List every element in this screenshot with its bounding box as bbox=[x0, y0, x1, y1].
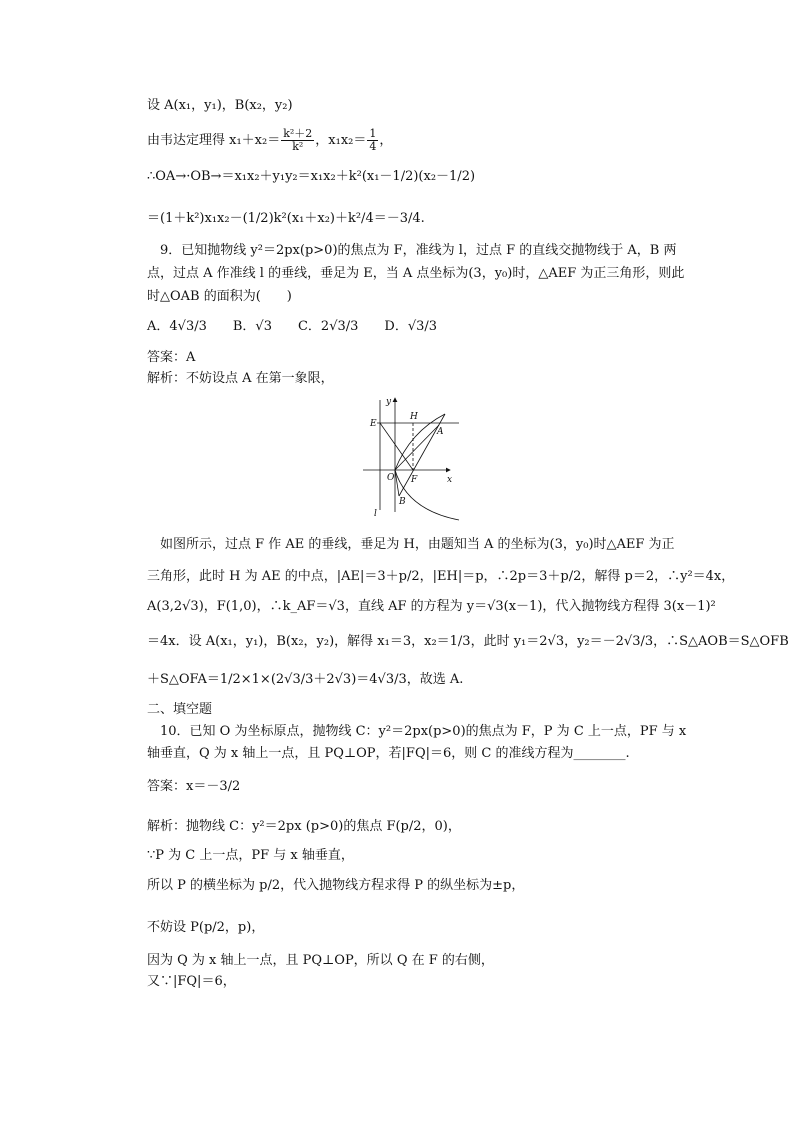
q9-stem-line-1: 9．已知抛物线 y²＝2px(p>0)的焦点为 F，准线为 l，过点 F 的直线交抛物线于 A，B 两 bbox=[160, 243, 677, 258]
q9-solution-line-4: ＝4x．设 A(x₁，y₁)，B(x₂，y₂)，解得 x₁＝3，x₂＝1/3，此时 y₁＝2√3，y₂＝－2√3/3，∴S△AOB＝S△OFB bbox=[147, 634, 789, 649]
fraction: $\frac{1}{4}$ bbox=[369, 127, 377, 153]
q9-options: A．4√3/3 B．√3 C．2√3/3 D．√3/3 bbox=[147, 319, 438, 334]
line-EF bbox=[380, 423, 413, 470]
fraction: $\frac{\text{k²＋2}}{\text{k²}}$ bbox=[283, 127, 313, 153]
label-F: F bbox=[411, 475, 418, 485]
dot-product-line: ∴OA→·OB→＝x₁x₂＋y₁y₂＝x₁x₂＋k²(x₁－1/2)(x₂－1/2) bbox=[147, 169, 476, 184]
label-H: H bbox=[410, 412, 418, 422]
q9-answer: 答案：A bbox=[147, 350, 196, 365]
section-heading: 二、填空题 bbox=[147, 702, 213, 717]
q9-solution-line-1: 如图所示，过点 F 作 AE 的垂线，垂足为 H，由题知当 A 的坐标为(3，y₀)时△AEF 为正 bbox=[160, 537, 675, 552]
dot-product-result-line: ＝(1＋k²)x₁x₂－(1/2)k²(x₁＋x₂)＋k²/4＝－3/4. bbox=[147, 211, 425, 226]
q9-solution-line-5: ＋S△OFA＝1/2×1×(2√3/3＋2√3)＝4√3/3，故选 A. bbox=[147, 672, 464, 687]
q9-solution-line-3: A(3,2√3)，F(1,0)，∴k_AF＝√3，直线 AF 的方程为 y＝√3(x－1)，代入抛物线方程得 3(x－1)² bbox=[147, 599, 716, 614]
q10-analysis-line-5: 因为 Q 为 x 轴上一点，且 PQ⊥OP，所以 Q 在 F 的右侧， bbox=[147, 953, 494, 968]
label-x: x bbox=[447, 475, 453, 485]
q10-stem-line-2: 轴垂直，Q 为 x 轴上一点，且 PQ⊥OP，若|FQ|＝6，则 C 的准线方程为________. bbox=[147, 746, 630, 761]
label-B: B bbox=[399, 497, 406, 507]
q10-analysis-line-6: 又∵|FQ|＝6， bbox=[147, 974, 236, 989]
label-l: l bbox=[374, 509, 377, 519]
label-E: E bbox=[370, 419, 377, 429]
q10-stem-line-1: 10．已知 O 为坐标原点，抛物线 C：y²＝2px(p>0)的焦点为 F，P 为 C 上一点，PF 与 x bbox=[160, 724, 687, 739]
q10-analysis-line-1: 解析：抛物线 C：y²＝2px (p>0)的焦点 F(p/2，0)， bbox=[147, 819, 461, 834]
line-OB bbox=[395, 470, 399, 496]
q10-analysis-line-3: 所以 P 的横坐标为 p/2，代入抛物线方程求得 P 的纵坐标为±p， bbox=[147, 878, 525, 893]
label-y: y bbox=[386, 397, 392, 407]
vieta-setup-line: 设 A(x₁，y₁)，B(x₂，y₂) bbox=[147, 98, 293, 113]
label-A: A bbox=[437, 427, 444, 437]
parabola-figure bbox=[355, 392, 465, 524]
vieta-formula-line: 由韦达定理得 x₁＋x₂＝ $\frac{\text{k²＋2}}{\text{k²}}$ ，x₁x₂＝ $\frac{1}{4}$ ， bbox=[147, 127, 393, 153]
q9-stem-line-2: 点，过点 A 作准线 l 的垂线，垂足为 E，当 A 点坐标为(3，y₀)时，△AEF 为正三角形，则此 bbox=[147, 266, 685, 281]
q10-analysis-line-4: 不妨设 P(p/2，p)， bbox=[147, 920, 265, 935]
q10-answer: 答案：x＝－3/2 bbox=[147, 779, 241, 794]
q10-analysis-line-2: ∵P 为 C 上一点，PF 与 x 轴垂直， bbox=[147, 848, 354, 863]
q9-stem-line-3: 时△OAB 的面积为( ) bbox=[147, 289, 292, 304]
q9-solution-line-2: 三角形，此时 H 为 AE 的中点，|AE|＝3＋p/2，|EH|＝p，∴2p＝3＋p/2，解得 p＝2，∴y²＝4x， bbox=[147, 569, 735, 584]
q9-analysis-intro: 解析：不妨设点 A 在第一象限， bbox=[147, 371, 334, 386]
label-O: O bbox=[387, 473, 395, 483]
